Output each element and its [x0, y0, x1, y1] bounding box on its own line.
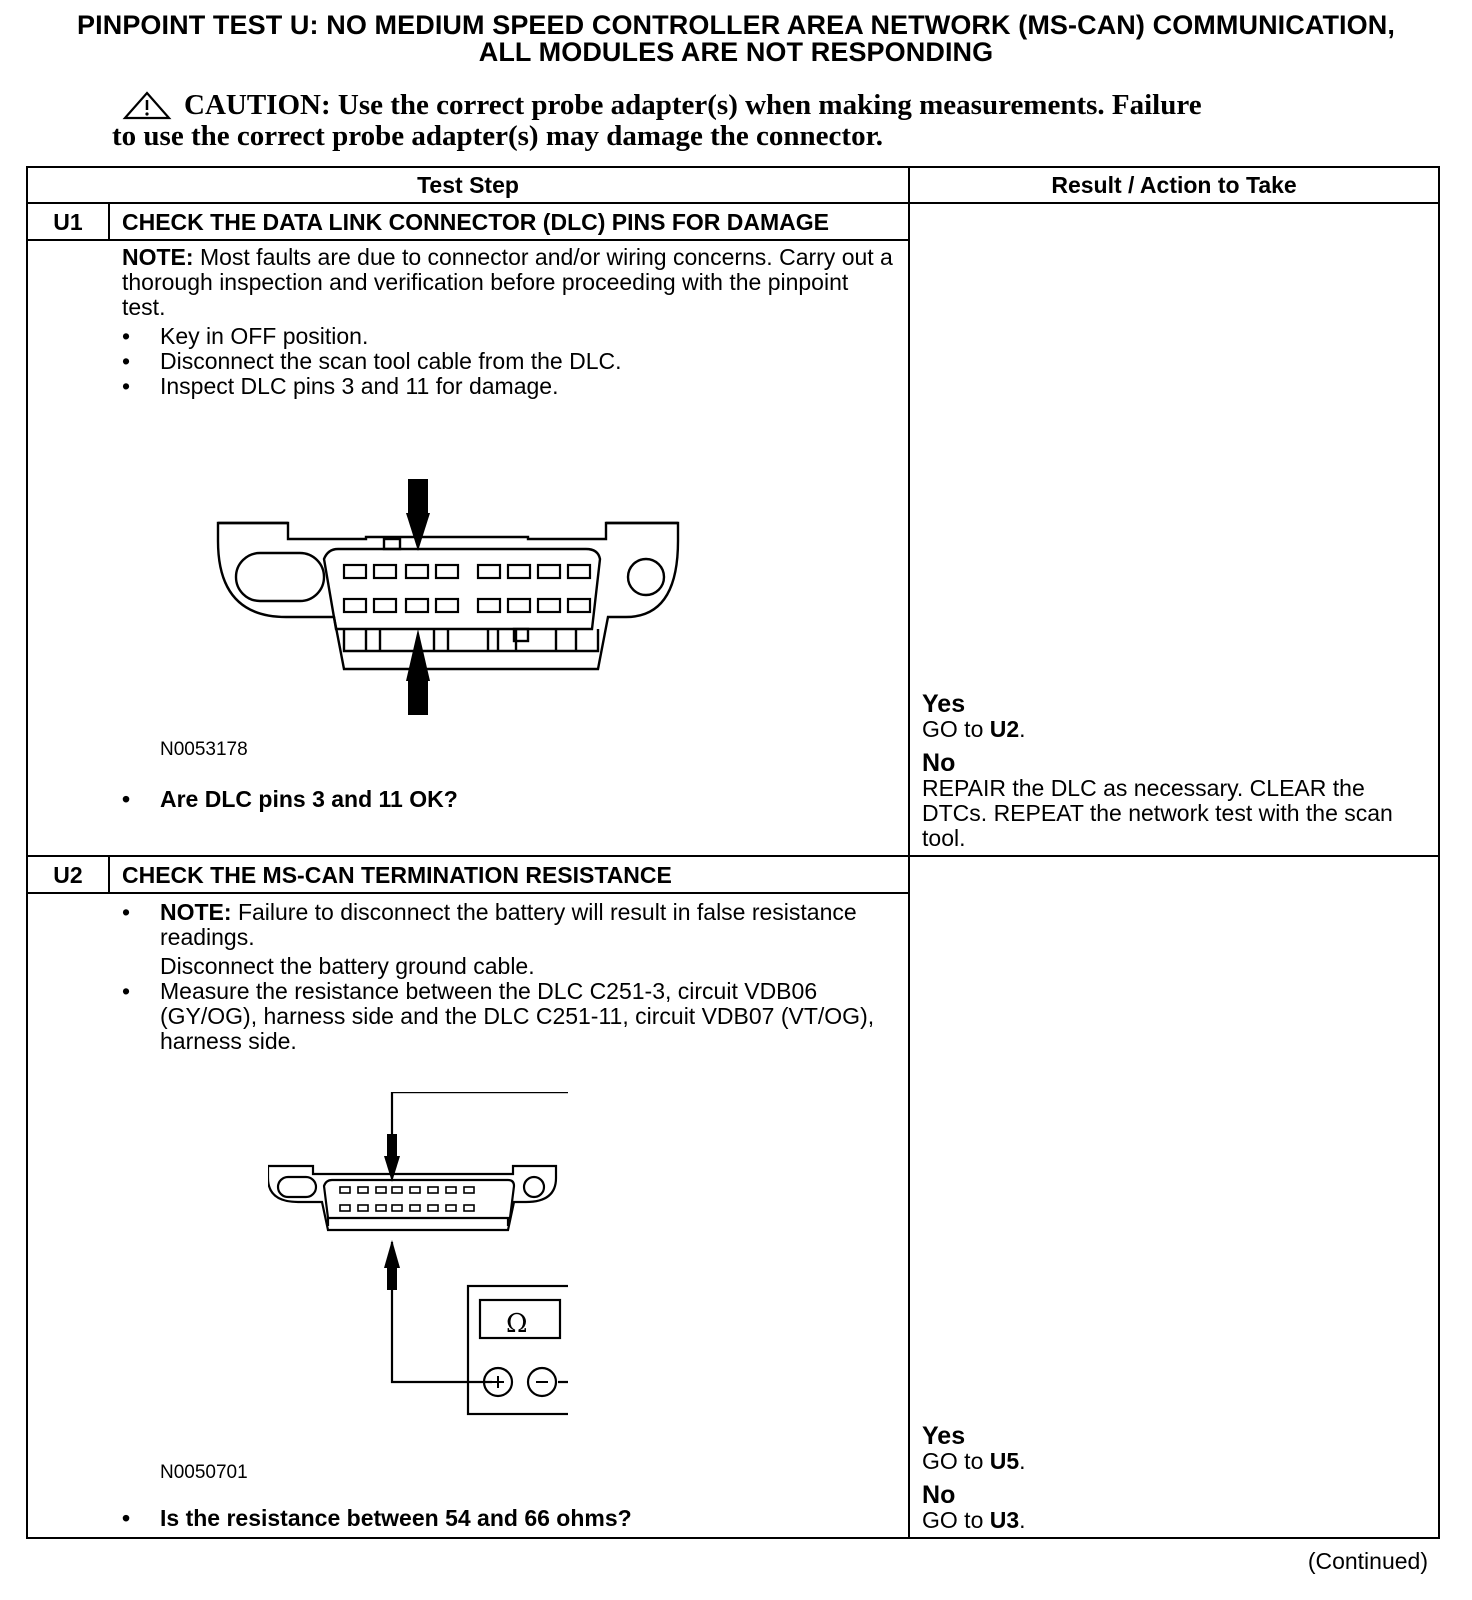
pinpoint-table — [26, 166, 1440, 1539]
caution-label: CAUTION: — [184, 89, 331, 121]
bullet-item: • Disconnect the scan tool cable from the DLC. — [122, 349, 896, 374]
continued-label: (Continued) — [1307, 1548, 1428, 1574]
yes-label: Yes — [922, 1422, 966, 1450]
figure-id: N0050701 — [160, 1462, 248, 1483]
result-cell — [909, 203, 1439, 856]
yes-target: U2 — [989, 716, 1020, 742]
caution-block — [112, 90, 1372, 152]
ohmmeter-dlc-illustration — [268, 1092, 568, 1422]
no-action: REPAIR the DLC as necessary. CLEAR the DTCs. REPEAT the network test with the scan tool. — [922, 775, 1393, 851]
step-heading: CHECK THE MS-CAN TERMINATION RESISTANCE — [109, 856, 909, 893]
page-title — [0, 12, 1472, 66]
bullet-item: • Key in OFF position. — [122, 324, 896, 349]
step-id: U1 — [27, 203, 109, 240]
step-id: U2 — [27, 856, 109, 893]
bullet-item: • NOTE: Failure to disconnect the battery will result in false resistance readings. Disconnect the battery ground cable. — [122, 900, 896, 979]
column-header-result: Result / Action to Take — [909, 167, 1439, 203]
step-heading: CHECK THE DATA LINK CONNECTOR (DLC) PINS FOR DAMAGE — [109, 203, 909, 240]
warning-triangle-icon — [122, 91, 172, 121]
resistance-measurement-figure — [122, 1054, 896, 1498]
step-question: • Is the resistance between 54 and 66 ohms? — [122, 1506, 896, 1531]
bullet-item: • Measure the resistance between the DLC C251-3, circuit VDB06 (GY/OG), harness side and the DLC C251-11, circuit VDB07 (VT/OG), harness side. — [122, 979, 896, 1054]
no-target: U3 — [989, 1507, 1020, 1533]
title-line-1: PINPOINT TEST U: NO MEDIUM SPEED CONTROLLER AREA NETWORK (MS-CAN) COMMUNICATION, — [77, 10, 1395, 40]
result-cell — [909, 856, 1439, 1538]
yes-action: GO to U5. — [922, 1448, 1026, 1474]
title-line-2: ALL MODULES ARE NOT RESPONDING — [478, 37, 994, 67]
no-label: No — [922, 1481, 956, 1509]
step-question: • Are DLC pins 3 and 11 OK? — [122, 787, 896, 812]
ohm-symbol: Ω — [506, 1309, 528, 1339]
dlc-connector-illustration — [216, 479, 696, 729]
caution-text-1: Use the correct probe adapter(s) when making measurements. Failure — [337, 89, 1202, 121]
yes-label: Yes — [922, 690, 966, 718]
step-note: NOTE: Most faults are due to connector and/or wiring concerns. Carry out a thorough inspection and verification before proceeding with the pinpoint test. — [122, 244, 893, 320]
column-header-test-step: Test Step — [27, 167, 909, 203]
note-after: Disconnect the battery ground cable. — [160, 953, 535, 979]
figure-id: N0053178 — [160, 739, 248, 760]
yes-target: U5 — [989, 1448, 1020, 1474]
step-bullets — [122, 324, 896, 399]
bullet-item: • Inspect DLC pins 3 and 11 for damage. — [122, 374, 896, 399]
caution-text-2: to use the correct probe adapter(s) may damage the connector. — [112, 120, 884, 152]
yes-action: GO to U2. — [922, 716, 1026, 742]
no-label: No — [922, 749, 956, 777]
step-body — [27, 893, 909, 1538]
step-body — [27, 240, 909, 856]
no-action: GO to U3. — [922, 1507, 1026, 1533]
dlc-pins-figure — [122, 399, 896, 779]
